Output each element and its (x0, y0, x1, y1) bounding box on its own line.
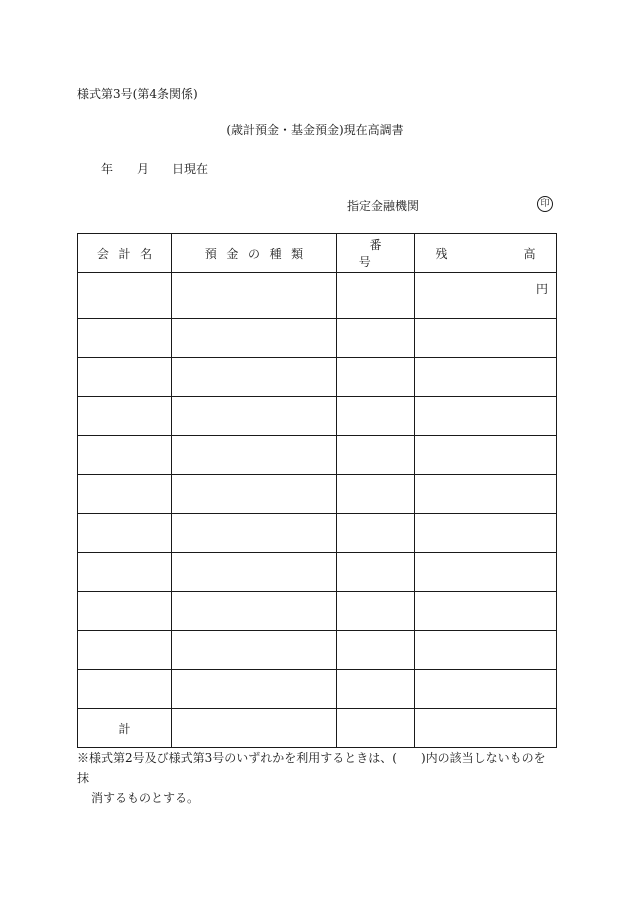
number-cell (337, 631, 415, 670)
deposit-type-cell (172, 397, 337, 436)
balance-table (77, 233, 557, 748)
table-row (78, 397, 557, 436)
account-name-cell (78, 514, 172, 553)
balance-cell (415, 592, 557, 631)
deposit-type-cell (172, 436, 337, 475)
number-cell (337, 592, 415, 631)
deposit-type-cell (172, 553, 337, 592)
total-label-cell: 計 (78, 709, 172, 748)
table-row (78, 553, 557, 592)
account-name-cell (78, 670, 172, 709)
table-row (78, 475, 557, 514)
deposit-type-cell (172, 631, 337, 670)
table-row (78, 319, 557, 358)
account-name-cell (78, 319, 172, 358)
total-deposit-type-cell (172, 709, 337, 748)
deposit-type-cell (172, 670, 337, 709)
date-month-label: 月 (137, 162, 150, 176)
deposit-type-cell (172, 514, 337, 553)
deposit-type-cell (172, 319, 337, 358)
balance-cell (415, 631, 557, 670)
account-name-cell (78, 436, 172, 475)
account-name-cell (78, 475, 172, 514)
account-name-cell (78, 631, 172, 670)
header-balance-char-2: 高 (523, 246, 536, 261)
footnote (77, 748, 557, 808)
table-header-row (78, 234, 557, 273)
designated-bank-label: 指定金融機関 (347, 199, 420, 213)
balance-cell (415, 397, 557, 436)
balance-cell (415, 436, 557, 475)
number-cell (337, 319, 415, 358)
number-cell (337, 436, 415, 475)
number-cell (337, 670, 415, 709)
footnote-line-2: 消するものとする。 (91, 791, 200, 805)
deposit-type-cell (172, 358, 337, 397)
balance-cell (415, 475, 557, 514)
balance-cell (415, 319, 557, 358)
document-title: (歳計預金・基金預金)現在高調書 (226, 123, 404, 137)
total-number-cell (337, 709, 415, 748)
number-cell (337, 358, 415, 397)
header-deposit-type: 預金の種類 (172, 234, 337, 273)
number-cell (337, 273, 415, 319)
total-balance-cell (415, 709, 557, 748)
footnote-line-1: ※様式第2号及び様式第3号のいずれかを利用するときは、( )内の該当しないものを抹 (77, 751, 546, 785)
header-balance (415, 234, 557, 273)
account-name-cell (78, 273, 172, 319)
number-cell (337, 514, 415, 553)
table-row (78, 631, 557, 670)
header-number (337, 234, 415, 273)
header-account-name: 会計名 (78, 234, 172, 273)
form-number: 様式第3号(第4条関係) (77, 87, 198, 101)
header-number-label: 番号 (358, 238, 404, 269)
balance-cell (415, 514, 557, 553)
table-row (78, 436, 557, 475)
table-row (78, 592, 557, 631)
table-row (78, 514, 557, 553)
account-name-cell (78, 358, 172, 397)
account-name-cell (78, 397, 172, 436)
deposit-type-cell (172, 592, 337, 631)
seal-mark: 印 (537, 196, 553, 212)
table-row (78, 273, 557, 319)
account-name-cell (78, 592, 172, 631)
number-cell (337, 475, 415, 514)
table-row (78, 670, 557, 709)
total-row (78, 709, 557, 748)
balance-cell (415, 670, 557, 709)
number-cell (337, 397, 415, 436)
deposit-type-cell (172, 273, 337, 319)
balance-cell (415, 553, 557, 592)
account-name-cell (78, 553, 172, 592)
number-cell (337, 553, 415, 592)
date-day-label: 日現在 (172, 162, 209, 176)
deposit-type-cell (172, 475, 337, 514)
table-row (78, 358, 557, 397)
balance-cell (415, 358, 557, 397)
balance-cell: 円 (415, 273, 557, 319)
header-balance-char-1: 残 (435, 246, 448, 261)
date-year-label: 年 (101, 162, 114, 176)
